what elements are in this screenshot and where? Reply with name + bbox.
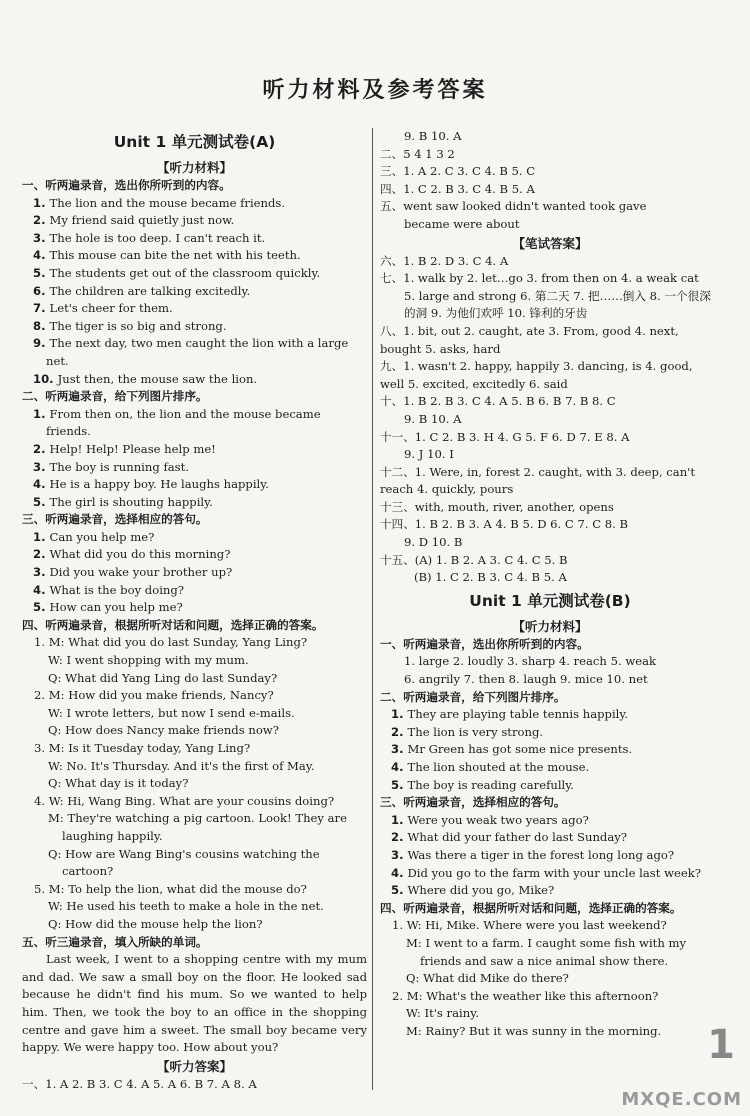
- answer-line: (B) 1. C 2. B 3. C 4. B 5. A: [414, 570, 567, 585]
- answer-line: 十四、1. B 2. B 3. A 4. B 5. D 6. C 7. C 8. B: [380, 517, 629, 532]
- dialogue-line: 4. W: Hi, Wang Bing. What are your cousins doing?: [34, 793, 335, 808]
- item-number: 2.: [391, 830, 408, 845]
- item-number: 5.: [391, 883, 408, 898]
- item-number: 1.: [391, 812, 408, 827]
- section-5-heading: 五、听三遍录音，填入所缺的单词。: [22, 934, 208, 949]
- item-number: 1.: [33, 406, 50, 421]
- dialogue-line: Q: What day is it today?: [48, 776, 189, 791]
- list-item: [22, 300, 367, 318]
- item-text: Was there a tiger in the forest long long ago?: [407, 847, 675, 862]
- b-section-1-line: 1. large 2. loudly 3. sharp 4. reach 5. weak: [404, 654, 657, 669]
- list-item: [22, 529, 367, 547]
- item-text: Where did you go, Mike?: [407, 883, 555, 898]
- dialogue-line: 5. M: To help the lion, what did the mouse do?: [34, 881, 307, 896]
- list-item: [380, 847, 720, 865]
- dialogue-line: 2. M: How did you make friends, Nancy?: [34, 688, 274, 703]
- section-4-dialogues: [22, 634, 367, 933]
- item-text: From then on, the lion and the mouse became friends.: [46, 406, 321, 439]
- item-text: Mr Green has got some nice presents.: [407, 742, 633, 757]
- b-section-3-list: [380, 812, 720, 900]
- list-item: [380, 706, 720, 724]
- answer-line: 5. large and strong 6. 第二天 7. 把……倒入 8. 一个很深的洞 9. 为他们欢呼 10. 锋利的牙齿: [404, 288, 711, 321]
- answer-line: bought 5. asks, hard: [380, 341, 501, 356]
- answer-line: 十五、(A) 1. B 2. A 3. C 4. C 5. B: [380, 552, 568, 567]
- column-divider: [372, 128, 373, 1090]
- dialogue-line: 2. M: What's the weather like this afternoon?: [392, 988, 659, 1003]
- listening-material-heading: 【听力材料】: [156, 160, 232, 175]
- list-item: [22, 371, 367, 389]
- item-number: 9.: [33, 336, 50, 351]
- item-number: 1.: [33, 529, 50, 544]
- item-number: 4.: [391, 865, 408, 880]
- answer-line: 三、1. A 2. C 3. C 4. B 5. C: [380, 164, 536, 179]
- dialogue-line: 1. W: Hi, Mike. Where were you last weekend?: [392, 918, 667, 933]
- unit-b-title: Unit 1 单元测试卷(B): [469, 591, 631, 610]
- section-3-heading: 三、听两遍录音，选择相应的答句。: [22, 512, 208, 527]
- answer-line: 十一、1. C 2. B 3. H 4. G 5. F 6. D 7. E 8. A: [380, 429, 630, 444]
- section-3-list: [22, 529, 367, 617]
- item-number: 3.: [33, 230, 50, 245]
- b-section-1-line: 6. angrily 7. then 8. laugh 9. mice 10. net: [404, 672, 648, 687]
- item-number: 1.: [391, 707, 408, 722]
- list-item: [22, 546, 367, 564]
- item-text: Help! Help! Please help me!: [49, 441, 216, 456]
- item-number: 4.: [391, 760, 408, 774]
- answer-line: 十二、1. Were, in, forest 2. caught, with 3. deep, can't: [380, 464, 696, 479]
- dialogue-line: M: They're watching a pig cartoon. Look! They are laughing happily.: [48, 811, 347, 843]
- right-column: [380, 128, 720, 1041]
- answer-line: 九、1. wasn't 2. happy, happily 3. dancing, is 4. good,: [380, 359, 693, 374]
- section-4-heading: 四、听两遍录音，根据所听对话和问题，选择正确的答案。: [22, 617, 324, 632]
- watermark: MXQE.COM: [621, 1089, 742, 1110]
- list-item: [22, 441, 367, 459]
- list-item: [22, 476, 367, 494]
- item-number: 4.: [33, 477, 50, 492]
- answer-line: 9. B 10. A: [404, 411, 462, 426]
- dialogue-line: Q: What did Yang Ling do last Sunday?: [48, 670, 278, 685]
- dialogue-line: M: I went to a farm. I caught some fish with my friends and saw a nice animal show there.: [406, 935, 687, 968]
- section-5-passage: Last week, I went to a shopping centre with my mum and dad. We saw a small boy on the floor. He looked sad because he didn't find his mum. So we wanted to help him. Then, we took the boy to an office in the shopping centre and gave him a sweet. The small boy became very happy. We were happy too. How about you?: [22, 952, 367, 1055]
- dialogue-line: W: He used his teeth to make a hole in the net.: [48, 899, 324, 914]
- list-item: [380, 759, 720, 777]
- list-item: [22, 459, 367, 477]
- item-text: What did your father do last Sunday?: [407, 830, 628, 845]
- dialogue-line: Q: How does Nancy make friends now?: [48, 723, 279, 738]
- item-number: 10.: [33, 371, 58, 386]
- item-text: The hole is too deep. I can't reach it.: [49, 230, 266, 245]
- list-item: [22, 265, 367, 283]
- item-number: 5.: [33, 265, 50, 280]
- dialogue-line: W: No. It's Thursday. And it's the first of May.: [48, 758, 315, 773]
- section-2-heading: 二、听两遍录音，给下列图片排序。: [22, 389, 208, 404]
- left-column: [22, 128, 367, 1093]
- list-item: [22, 230, 367, 248]
- item-text: Were you weak two years ago?: [407, 812, 589, 827]
- list-item: [22, 283, 367, 301]
- answer-line: reach 4. quickly, pours: [380, 482, 514, 497]
- item-number: 2.: [33, 547, 50, 562]
- b-section-3-heading: 三、听两遍录音，选择相应的答句。: [380, 795, 566, 810]
- list-item: [380, 777, 720, 795]
- list-item: [22, 335, 367, 370]
- item-text: This mouse can bite the net with his teeth.: [49, 248, 301, 263]
- answer-line: became were about: [404, 216, 520, 231]
- item-number: 2.: [391, 724, 408, 739]
- item-number: 6.: [33, 283, 50, 298]
- b-section-2-list: [380, 706, 720, 794]
- item-text: The next day, two men caught the lion with a large net.: [46, 336, 349, 368]
- item-number: 3.: [33, 459, 50, 474]
- listening-material-heading-b: 【听力材料】: [512, 618, 588, 634]
- answer-line: 二、5 4 1 3 2: [380, 146, 455, 161]
- answer-line: 七、1. walk by 2. let…go 3. from then on 4. a weak cat: [380, 271, 699, 286]
- dialogue-line: 1. M: What did you do last Sunday, Yang Ling?: [34, 635, 308, 650]
- answer-line: 9. D 10. B: [404, 535, 463, 550]
- item-text: The tiger is so big and strong.: [49, 318, 227, 333]
- item-number: 5.: [33, 494, 50, 509]
- item-number: 3.: [391, 847, 408, 862]
- list-item: [22, 582, 367, 600]
- item-text: Did you go to the farm with your uncle last week?: [407, 865, 701, 880]
- list-item: [380, 741, 720, 759]
- item-text: The girl is shouting happily.: [49, 494, 213, 509]
- dialogue-line: W: I wrote letters, but now I send e-mails.: [48, 705, 295, 720]
- list-item: [380, 724, 720, 742]
- answer-line: 五、went saw looked didn't wanted took gave: [380, 199, 647, 214]
- item-number: 2.: [33, 213, 50, 228]
- page-title: 听力材料及参考答案: [262, 78, 488, 103]
- item-text: The children are talking excitedly.: [49, 283, 251, 298]
- answers-line-1: 一、1. A 2. B 3. C 4. A 5. A 6. B 7. A 8. A: [22, 1076, 257, 1091]
- section-1-heading: 一、听两遍录音，选出你所听到的内容。: [22, 178, 231, 192]
- written-answers-heading: 【笔试答案】: [512, 235, 588, 251]
- answer-line: 9. B 10. A: [404, 129, 462, 143]
- item-number: 1.: [33, 195, 50, 210]
- item-number: 4.: [33, 248, 50, 263]
- item-number: 4.: [33, 582, 50, 597]
- list-item: [22, 247, 367, 265]
- dialogue-line: 3. M: Is it Tuesday today, Yang Ling?: [34, 741, 251, 755]
- list-item: [22, 599, 367, 617]
- answer-line: 9. J 10. I: [404, 447, 454, 462]
- answer-line: well 5. excited, excitedly 6. said: [380, 376, 568, 391]
- list-item: [22, 212, 367, 230]
- b-section-2-heading: 二、听两遍录音，给下列图片排序。: [380, 689, 566, 704]
- item-number: 7.: [33, 301, 50, 316]
- answer-line: 十、1. B 2. B 3. C 4. A 5. B 6. B 7. B 8. C: [380, 394, 616, 409]
- item-number: 2.: [33, 441, 50, 456]
- item-number: 5.: [33, 600, 50, 615]
- item-number: 3.: [391, 742, 408, 757]
- item-text: The lion and the mouse became friends.: [49, 195, 286, 210]
- answer-line: 十三、with, mouth, river, another, opens: [380, 499, 614, 514]
- item-text: My friend said quietly just now.: [49, 213, 235, 228]
- dialogue-line: W: I went shopping with my mum.: [48, 653, 249, 668]
- item-number: 5.: [391, 777, 408, 792]
- list-item: [22, 564, 367, 582]
- item-text: Did you wake your brother up?: [49, 565, 233, 580]
- list-item: [22, 494, 367, 512]
- listening-answers-heading: 【听力答案】: [156, 1058, 232, 1074]
- answer-line: 八、1. bit, out 2. caught, ate 3. From, good 4. next,: [380, 323, 679, 338]
- item-text: How can you help me?: [49, 600, 183, 615]
- item-text: The lion shouted at the mouse.: [407, 760, 590, 774]
- item-text: He is a happy boy. He laughs happily.: [49, 477, 269, 492]
- section-2-list: [22, 406, 367, 512]
- item-text: The students get out of the classroom quickly.: [49, 265, 321, 280]
- list-item: [22, 406, 367, 441]
- dialogue-line: Q: How are Wang Bing's cousins watching the cartoon?: [48, 846, 320, 879]
- item-text: The boy is running fast.: [49, 459, 189, 474]
- dialogue-line: M: Rainy? But it was sunny in the morning.: [406, 1023, 662, 1038]
- list-item: [380, 865, 720, 883]
- item-text: Can you help me?: [49, 529, 155, 544]
- item-text: The boy is reading carefully.: [407, 777, 574, 792]
- list-item: [380, 829, 720, 847]
- answer-line: 六、1. B 2. D 3. C 4. A: [380, 253, 509, 268]
- item-text: Let's cheer for them.: [49, 301, 173, 316]
- b-section-1-heading: 一、听两遍录音，选出你所听到的内容。: [380, 636, 589, 651]
- dialogue-line: Q: What did Mike do there?: [406, 971, 569, 986]
- b-section-4-heading: 四、听两遍录音，根据所听对话和问题，选择正确的答案。: [380, 900, 682, 915]
- b-section-4-dialogues: [380, 917, 720, 1040]
- page-number: 1: [707, 1022, 735, 1068]
- item-text: Just then, the mouse saw the lion.: [57, 371, 258, 386]
- list-item: [380, 882, 720, 900]
- item-text: They are playing table tennis happily.: [407, 707, 629, 722]
- list-item: [22, 318, 367, 336]
- list-item: [380, 812, 720, 830]
- dialogue-line: W: It's rainy.: [406, 1006, 479, 1021]
- item-text: The lion is very strong.: [407, 724, 544, 739]
- item-text: What did you do this morning?: [49, 547, 231, 562]
- unit-a-title: Unit 1 单元测试卷(A): [113, 133, 276, 151]
- item-number: 8.: [33, 318, 50, 333]
- dialogue-line: Q: How did the mouse help the lion?: [48, 916, 263, 931]
- item-text: What is the boy doing?: [49, 582, 185, 597]
- answer-line: 四、1. C 2. B 3. C 4. B 5. A: [380, 181, 535, 196]
- item-number: 3.: [33, 565, 50, 580]
- section-1-list: [22, 195, 367, 389]
- list-item: [22, 195, 367, 213]
